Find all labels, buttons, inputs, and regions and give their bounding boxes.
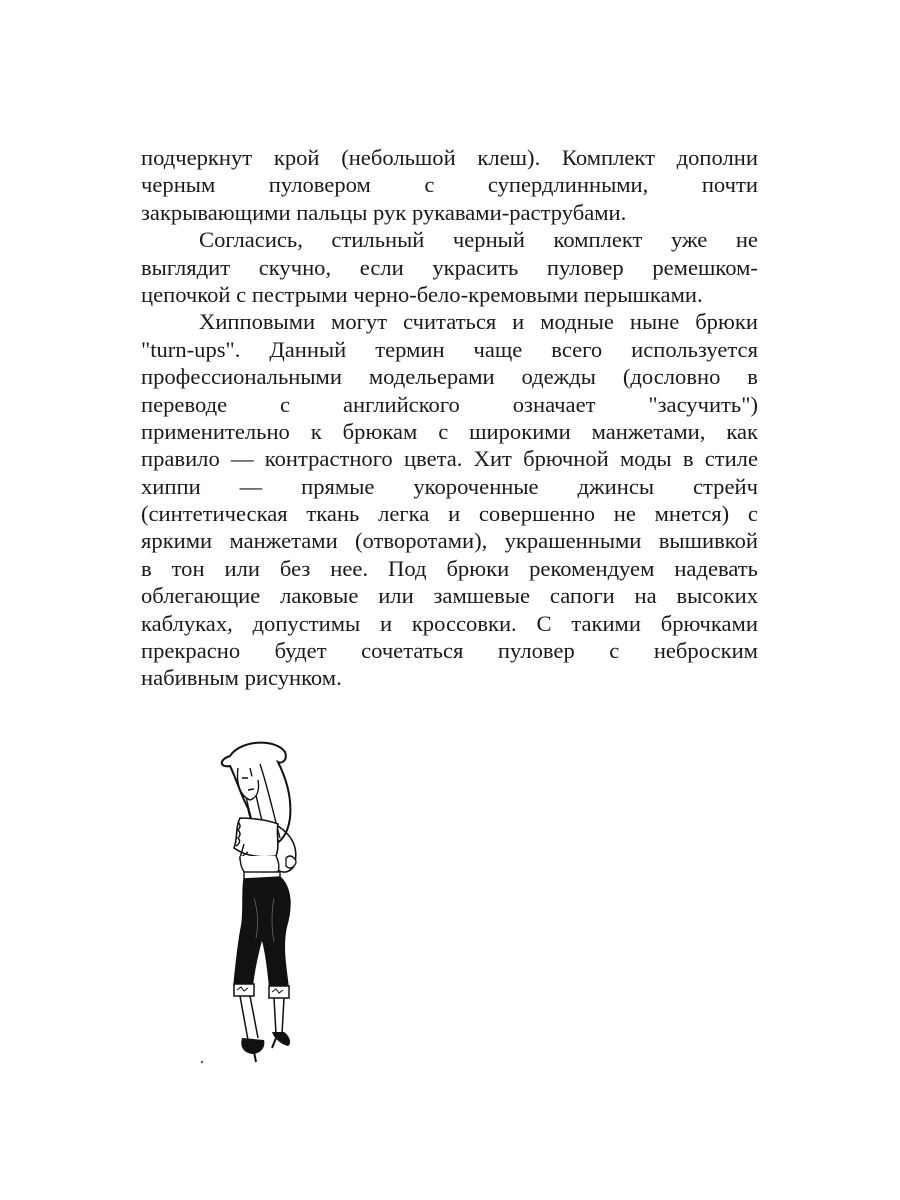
word: кроссовки. (411, 610, 517, 636)
word: брюки (446, 555, 510, 581)
word: (отворотами), (355, 528, 488, 554)
word: высоких (676, 583, 758, 609)
word: используется (631, 336, 758, 362)
word: Согласись, (199, 227, 303, 253)
word: Хит (473, 446, 512, 472)
word: брючками (660, 610, 758, 636)
word: каблуках, (141, 610, 233, 636)
word: одежды (521, 364, 596, 390)
word: вышивкой (658, 528, 758, 554)
word: с (280, 391, 291, 417)
word: комплект (553, 227, 643, 253)
word: могут (331, 309, 388, 335)
word: брюки (695, 309, 758, 335)
word: укороченные (413, 473, 539, 499)
text-line (141, 527, 758, 554)
word: пуловер (497, 638, 575, 664)
text-line (141, 144, 758, 171)
word: стильный (331, 227, 425, 253)
fashion-illustration (190, 738, 340, 1073)
text-line (141, 555, 758, 582)
text-line (141, 226, 758, 253)
word: к (310, 418, 322, 444)
word: сапоги (549, 583, 615, 609)
word: как (726, 418, 758, 444)
word: украсить (432, 254, 519, 280)
text-line (141, 610, 758, 637)
word: считаться (403, 309, 497, 335)
word: английского (342, 391, 460, 417)
word: модные (540, 309, 614, 335)
word: подчеркнут (141, 145, 253, 170)
word: означает (512, 391, 596, 417)
word: облегающие (141, 583, 261, 609)
word: "засучить") (648, 391, 758, 417)
word: допустимы (252, 610, 361, 636)
word: правило (141, 446, 220, 472)
text-line (141, 391, 758, 418)
word: прекрасно (141, 638, 241, 664)
word: почти (701, 172, 758, 198)
word: пуловер (546, 254, 624, 280)
word: ткань (306, 501, 360, 527)
text-line (141, 418, 758, 445)
text-line (141, 473, 758, 500)
word: Хипповыми (199, 309, 316, 335)
word: — (230, 446, 254, 472)
word: брюкам (342, 418, 418, 444)
word: стиле (704, 446, 758, 472)
word: клеш). (477, 145, 541, 170)
word: мнется) (654, 501, 730, 527)
word: стрейч (692, 473, 758, 499)
word: супердлинными, (487, 172, 649, 198)
word: и (379, 610, 393, 636)
word: если (359, 254, 404, 280)
word: (синтетическая (141, 501, 288, 527)
text-line (141, 500, 758, 527)
word: нее. (330, 555, 369, 581)
word: совершенно (478, 501, 595, 527)
word: в (141, 555, 152, 581)
word: яркими (141, 528, 213, 554)
word: сочетаться (361, 638, 464, 664)
word: черный (452, 227, 525, 253)
word: широкими (469, 418, 571, 444)
word: ныне (629, 309, 680, 335)
word: всего (551, 336, 603, 362)
word: тон (171, 555, 205, 581)
word: или (378, 583, 414, 609)
word: манжетами, (591, 418, 706, 444)
word: и (512, 309, 525, 335)
word: черным (141, 172, 216, 198)
text-line (141, 582, 758, 609)
word: (небольшой (341, 145, 456, 170)
word: украшенными (504, 528, 642, 554)
text-line (141, 308, 758, 335)
word: чаще (473, 336, 523, 362)
word: модельерами (368, 364, 495, 390)
word: хиппи (141, 473, 201, 499)
woman-figure-icon (190, 738, 340, 1073)
word: выглядит (141, 254, 231, 280)
word: неброским (653, 638, 758, 664)
word: в (747, 364, 758, 390)
word: манжетами (229, 528, 338, 554)
word: с (438, 418, 449, 444)
text-line (141, 637, 758, 664)
word: рекомендуем (529, 555, 655, 581)
word: на (634, 583, 657, 609)
word: с (424, 172, 435, 198)
word: прямые (301, 473, 375, 499)
text-line: цепочкой с пестрыми черно-бело-кремовыми перышками. (141, 281, 703, 307)
word: Под (388, 555, 427, 581)
word: лаковые (280, 583, 359, 609)
word: цвета. (403, 446, 463, 472)
text-line (141, 336, 758, 363)
word: Комплект (561, 145, 655, 170)
word: — (239, 473, 263, 499)
word: термин (375, 336, 445, 362)
text-line (141, 445, 758, 472)
word: легка (378, 501, 430, 527)
word: такими (571, 610, 641, 636)
word: скучно, (258, 254, 332, 280)
word: в (682, 446, 694, 472)
word: применительно (141, 418, 290, 444)
word: уже (670, 227, 708, 253)
word: будет (274, 638, 327, 664)
word: дополни (676, 145, 758, 170)
text-line (141, 363, 758, 390)
word: джинсы (577, 473, 655, 499)
word: надевать (674, 555, 758, 581)
word: не (735, 227, 758, 253)
word: не (613, 501, 636, 527)
body-text (141, 144, 758, 692)
word: (дословно (622, 364, 721, 390)
word: с (747, 501, 758, 527)
word: профессиональными (141, 364, 342, 390)
word: "turn-ups". (141, 336, 241, 362)
text-line (141, 171, 758, 198)
word: замшевые (433, 583, 531, 609)
word: брючной (523, 446, 609, 472)
word: С (536, 610, 552, 636)
word: ремешком- (652, 254, 758, 280)
word: и (448, 501, 461, 527)
word: Данный (269, 336, 347, 362)
word: контрастного (264, 446, 393, 472)
word: пуловером (268, 172, 371, 198)
word: с (609, 638, 620, 664)
word: или (224, 555, 260, 581)
word: крой (273, 145, 320, 170)
word: без (279, 555, 311, 581)
word: моды (619, 446, 672, 472)
text-line: набивным рисунком. (141, 665, 342, 691)
text-line: закрывающими пальцы рук рукавами-раструбами. (141, 199, 627, 225)
text-line (141, 254, 758, 281)
word: переводе (141, 391, 228, 417)
